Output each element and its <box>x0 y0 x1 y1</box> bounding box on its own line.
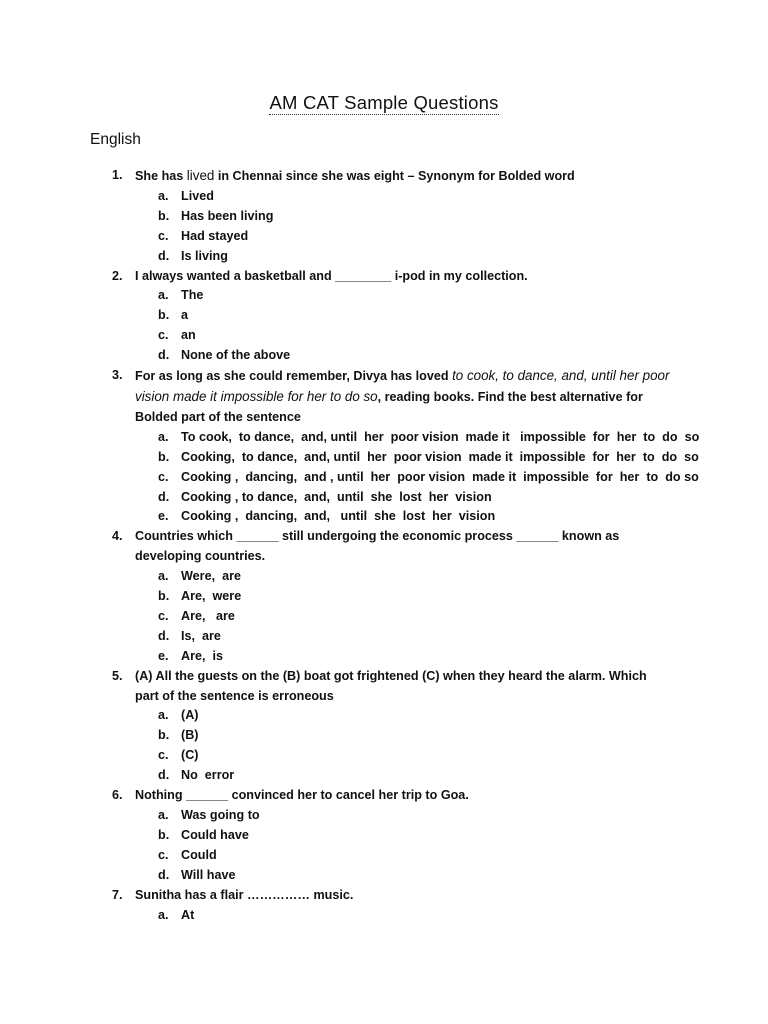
option-text: Has been living <box>181 208 274 223</box>
question-number: 7. <box>112 887 123 902</box>
answer-option <box>0 567 768 587</box>
option-letter: c. <box>158 608 169 623</box>
option-letter: b. <box>158 449 170 464</box>
answer-option <box>0 866 768 886</box>
option-text: Lived <box>181 188 214 203</box>
answer-option <box>0 207 768 227</box>
answer-option <box>0 906 768 926</box>
option-text: Had stayed <box>181 228 249 243</box>
option-letter: a. <box>158 429 169 444</box>
question-number: 2. <box>112 268 123 283</box>
question-text <box>135 886 673 906</box>
option-letter: a. <box>158 288 169 303</box>
option-text: Could <box>181 847 217 862</box>
answer-option <box>0 187 768 207</box>
option-letter: d. <box>158 768 170 783</box>
answer-option <box>0 227 768 247</box>
option-text: To cook, to dance, and, until her poor vision made it impossible for her to do so <box>181 429 700 444</box>
question-text <box>135 366 673 428</box>
option-letter: a. <box>158 708 169 723</box>
question-text <box>135 527 673 567</box>
option-letter: d. <box>158 628 170 643</box>
question-item <box>0 667 768 707</box>
option-text: (A) <box>181 708 199 723</box>
answer-option <box>0 346 768 366</box>
option-text: Are, are <box>181 608 235 623</box>
answer-option <box>0 846 768 866</box>
option-text: Cooking , dancing, and , until her poor vision made it impossible for her to do so <box>181 469 699 484</box>
question-item <box>0 366 768 428</box>
question-text-part: Nothing ______ convinced her to cancel her trip to Goa. <box>135 788 469 803</box>
option-text: Cooking, to dance, and, until her poor vision made it impossible for her to do so <box>181 449 699 464</box>
answer-option <box>0 627 768 647</box>
question-number: 4. <box>112 529 123 544</box>
option-letter: b. <box>158 827 170 842</box>
question-item <box>0 166 768 187</box>
question-text-part: , reading books. Find the best alternative for Bolded part of the sentence <box>135 389 643 424</box>
answer-option <box>0 607 768 627</box>
option-text: Is, are <box>181 628 221 643</box>
question-text-part: She has <box>135 169 187 183</box>
option-text: Was going to <box>181 808 260 822</box>
option-letter: d. <box>158 248 170 263</box>
question-text-part: For as long as she could remember, Divya has loved <box>135 369 453 384</box>
answer-option <box>0 706 768 726</box>
option-letter: c. <box>158 228 169 243</box>
option-text: Could have <box>181 827 249 842</box>
option-letter: e. <box>158 648 169 663</box>
option-letter: a. <box>158 808 169 822</box>
answer-option <box>0 468 768 488</box>
answer-option <box>0 448 768 468</box>
question-text <box>135 786 673 806</box>
question-text-part: I always wanted a basketball and ________ i-pod in my collection. <box>135 268 528 283</box>
question-text <box>135 267 673 287</box>
question-item <box>0 527 768 567</box>
question-number: 6. <box>112 788 123 803</box>
answer-option <box>0 247 768 267</box>
question-item <box>0 267 768 287</box>
option-text: The <box>181 288 204 303</box>
answer-option <box>0 766 768 786</box>
option-letter: b. <box>158 589 170 604</box>
option-letter: b. <box>158 208 170 223</box>
option-letter: a. <box>158 188 169 203</box>
answer-option <box>0 806 768 826</box>
answer-option <box>0 488 768 508</box>
option-text: None of the above <box>181 348 291 363</box>
page-title <box>0 92 768 114</box>
option-letter: e. <box>158 509 169 524</box>
option-text: (C) <box>181 748 199 763</box>
question-text <box>135 667 673 707</box>
section-heading: English <box>90 131 141 148</box>
option-text: No error <box>181 768 235 783</box>
question-text-part: in Chennai since she was eight – Synonym for Bolded word <box>214 169 575 183</box>
option-letter: c. <box>158 847 169 862</box>
question-list <box>0 166 768 925</box>
question-text-part: to cook, to dance, and, until her poor vision made it impossible for her to do so <box>135 368 670 404</box>
option-text: Cooking , dancing, and, until she lost her vision <box>181 509 496 524</box>
question-text-part: Countries which ______ still undergoing the economic process ______ known as developing countries. <box>135 529 620 564</box>
option-text: Were, are <box>181 569 241 584</box>
option-letter: a. <box>158 907 169 922</box>
option-letter: c. <box>158 328 169 343</box>
answer-option <box>0 507 768 527</box>
answer-option <box>0 746 768 766</box>
question-number: 5. <box>112 668 123 683</box>
option-letter: d. <box>158 489 170 504</box>
option-text: Cooking , to dance, and, until she lost her vision <box>181 489 492 504</box>
question-item <box>0 886 768 906</box>
option-letter: c. <box>158 469 169 484</box>
answer-option <box>0 428 768 448</box>
answer-option <box>0 286 768 306</box>
answer-option <box>0 826 768 846</box>
option-text: At <box>181 907 195 922</box>
option-text: (B) <box>181 728 199 743</box>
option-letter: d. <box>158 867 170 882</box>
question-number: 1. <box>112 168 123 182</box>
question-text-part: (A) All the guests on the (B) boat got frightened (C) when they heard the alarm. Which part of the sentence is erroneous <box>135 668 647 703</box>
option-letter: c. <box>158 748 169 763</box>
question-item <box>0 786 768 806</box>
option-text: Will have <box>181 867 236 882</box>
option-text: an <box>181 328 196 343</box>
option-text: a <box>181 308 189 323</box>
answer-option <box>0 587 768 607</box>
option-letter: b. <box>158 308 170 323</box>
option-text: Are, were <box>181 589 242 604</box>
option-letter: b. <box>158 728 170 743</box>
question-number: 3. <box>112 368 123 383</box>
question-text-part: lived <box>186 168 215 183</box>
option-letter: a. <box>158 569 169 584</box>
option-text: Are, is <box>181 648 223 663</box>
question-text-part: Sunitha has a flair …………… music. <box>135 887 354 902</box>
option-letter: d. <box>158 348 170 363</box>
page-title-text: AM CAT Sample Questions <box>269 92 499 113</box>
answer-option <box>0 326 768 346</box>
answer-option <box>0 647 768 667</box>
answer-option <box>0 306 768 326</box>
question-text <box>135 166 673 187</box>
answer-option <box>0 726 768 746</box>
option-text: Is living <box>181 248 228 263</box>
